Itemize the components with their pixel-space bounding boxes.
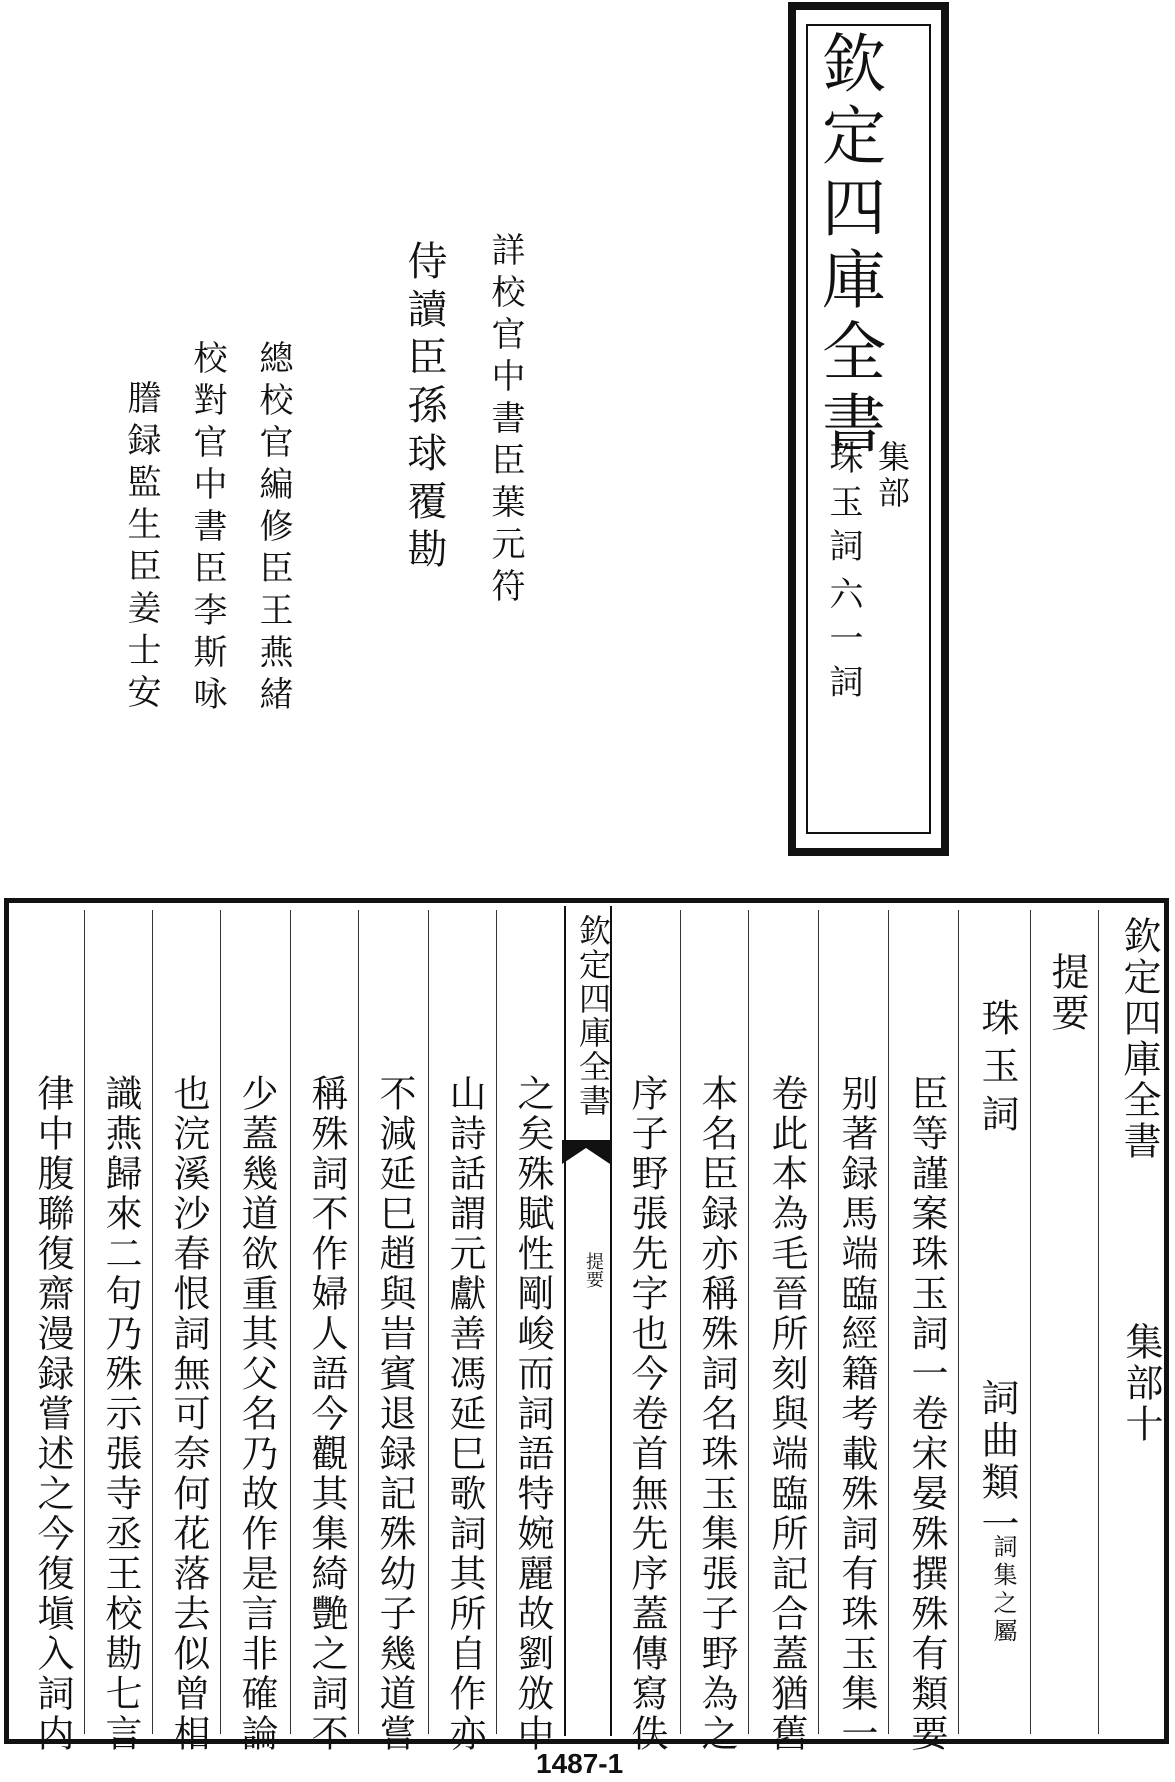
abstract-heading: 提要 [1045,952,1089,1034]
credit-chief-proofreader: 總校官編修臣王燕緒 [253,340,293,718]
column-rule [152,910,153,1734]
body-text-column: 稱殊詞不作婦人語今觀其集綺艷之詞不 [305,1074,348,1754]
cover-work-title: 珠玉詞 [823,440,863,572]
work-title: 珠玉詞 [975,998,1019,1142]
credit-copyist: 謄録監生臣姜士安 [121,380,161,716]
body-text-column: 本名臣録亦稱殊詞名珠玉集張子野為之 [695,1074,738,1754]
credit-collator: 校對官中書臣李斯咏 [187,340,227,718]
body-text-column: 山詩話謂元獻善馮延巳歌詞其所自作亦 [443,1074,486,1754]
body-text-column: 少蓋幾道欲重其父名乃故作是言非確論 [235,1074,278,1754]
body-text-column: 别著録馬端臨經籍考載殊詞有珠玉集一 [835,1074,878,1754]
column-rule [428,910,429,1734]
body-text-column: 之矣殊賦性剛峻而詞語特婉麗故劉攽中 [511,1074,554,1754]
body-text-column: 也浣溪沙春恨詞無可奈何花落去似曾相 [167,1074,210,1754]
column-rule [1030,910,1031,1734]
body-text-column: 卷此本為毛晉所刻與端臨所記合蓋猶舊 [765,1074,808,1754]
body-text-column: 不減延巳趙與旹賓退録記殊幼子幾道嘗 [373,1074,416,1754]
category-note: 詞集之屬 [989,1534,1017,1646]
column-rule [958,910,959,1734]
column-rule [220,910,221,1734]
body-text-column: 序子野張先字也今卷首無先序蓋傳寫佚 [625,1074,668,1754]
page-number: 1487-1 [536,1748,624,1779]
margin-book-title: 欽定四庫全書 [1117,916,1161,1162]
column-rule [358,910,359,1734]
cover-section: 集部 [873,440,911,512]
cover-work-title-2: 六一詞 [823,576,863,708]
column-rule [84,910,85,1734]
column-rule [748,910,749,1734]
cover-title: 欽定四庫全書 [811,30,885,462]
credit-reviewer: 侍讀臣孫球覆勘 [401,240,447,576]
margin-section-label: 集部十 [1119,1322,1163,1445]
column-rule [290,910,291,1734]
category-label: 詞曲類一 [975,1378,1019,1546]
column-rule [888,910,889,1734]
column-rule [496,910,497,1734]
fold-strip-title: 欽定四庫全書 [574,914,612,1118]
body-text-column: 臣等謹案珠玉詞一卷宋晏殊撰殊有類要 [905,1074,948,1754]
column-rule [818,910,819,1734]
column-rule [1098,910,1099,1734]
body-text-column: 律中腹聯復齋漫録嘗述之今復塡入詞内 [31,1074,74,1754]
body-text-column: 識燕歸來二句乃殊示張寺丞王校勘七言 [99,1074,142,1754]
fold-strip-label: 提要 [583,1252,604,1288]
column-rule [680,910,681,1734]
fish-tail-mark-icon [562,1140,610,1164]
credit-detailed-proofreader: 詳校官中書臣葉元符 [485,232,525,610]
